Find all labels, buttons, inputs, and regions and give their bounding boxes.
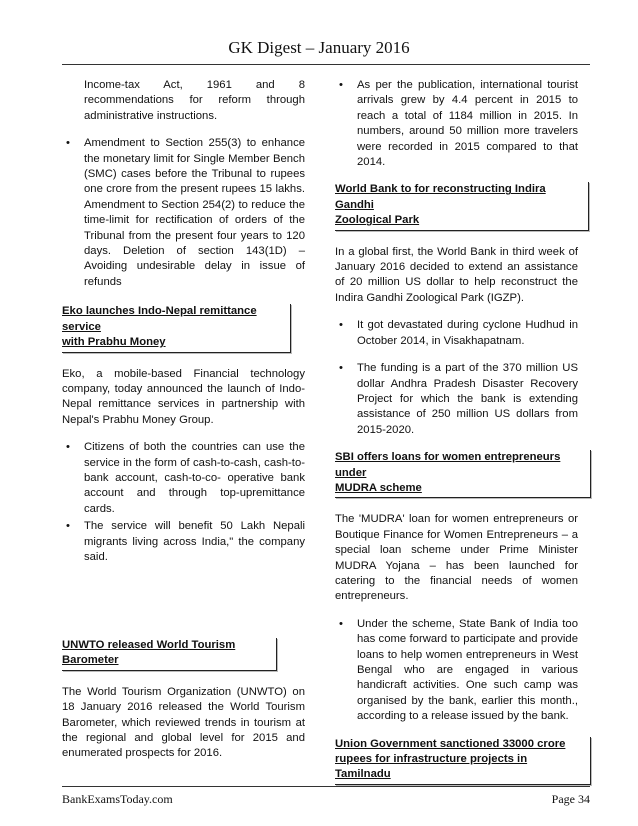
- bullet-dot-icon: •: [339, 319, 343, 332]
- footer-rule: [62, 786, 590, 787]
- section-heading-worldbank: World Bank to for reconstructing Indira Gandhi Zoological Park: [335, 182, 578, 230]
- left-column-bottom: [62, 638, 305, 762]
- list-item: • Citizens of both the countries can use the service in the form of cash-to-cash, cash-to-bank account, cash-to-co- operative bank account and through top-upremittance cards.: [66, 441, 305, 515]
- paragraph-eko: Eko, a mobile-based Financial technology company, today announced the launch of Indo-Nepal remittance services in partnership with Nepal's Prabhu Money Group.: [62, 367, 305, 426]
- bullet-dot-icon: •: [66, 441, 70, 454]
- paragraph-unwto: The World Tourism Organization (UNWTO) on 18 January 2016 released the World Tourism Barometer, which reviewed trends in tourism at the regional and global level for 2015 and enumerated prospects for 2016.: [62, 685, 305, 760]
- list-item: • Under the scheme, State Bank of India too has come forward to participate and provide loans to help women entrepreneurs in West Bengal who are engaged in various handicraft activities. One such camp was organised by the bank, earlier this month., according to a release issued by the bank.: [339, 617, 578, 723]
- section-heading-union: Union Government sanctioned 33000 crore rupees for infrastructure projects in Tamilnadu: [335, 737, 578, 785]
- bullet-dot-icon: •: [339, 617, 343, 630]
- header-rule: [62, 64, 590, 65]
- left-column: [62, 78, 305, 565]
- bullet-dot-icon: •: [66, 520, 70, 533]
- page-header-title: GK Digest – January 2016: [228, 38, 410, 57]
- paragraph-sbi: The 'MUDRA' loan for women entrepreneurs or Boutique Finance for Women Entrepreneurs – a special loan scheme under Prime Minister MUDRA Yojana – has been launched for catering to the financial needs of women entrepreneurs.: [335, 513, 578, 603]
- list-item: • It got devastated during cyclone Hudhud in October 2014, in Visakhapatnam.: [339, 319, 578, 347]
- bullet-dot-icon: •: [339, 79, 343, 91]
- intro-continuation: Income-tax Act, 1961 and 8 recommendations for reform through administrative instructions.: [84, 79, 305, 122]
- bullet-text: Amendment to Section 255(3) to enhance the monetary limit for Single Member Bench (SMC) cases before the Tribunal to rupees one crore from the present rupees 15 lakhs. Amendment to Section 254(2) to reduce the time-limit for rectification of orders of the Tribunal from the present four years to 120 days. Deletion of section 143(1D) – Avoiding undesirable delay in issue of refunds: [84, 137, 305, 288]
- list-item: [62, 136, 305, 290]
- section-heading-eko: Eko launches Indo-Nepal remittance service with Prabhu Money: [62, 304, 305, 352]
- bullet-dot-icon: •: [339, 362, 343, 375]
- footer-site: BankExamsToday.com: [62, 792, 173, 806]
- bullet-dot-icon: •: [66, 137, 70, 150]
- footer-page-number: Page 34: [551, 792, 590, 806]
- section-heading-unwto: UNWTO released World Tourism Barometer: [62, 638, 305, 671]
- paragraph-worldbank: In a global first, the World Bank in third week of January 2016 decided to extend an assistance of 20 million US dollar to help reconstruct the Indira Gandhi Zoological Park (IGZP).: [335, 245, 578, 304]
- list-item: • The funding is a part of the 370 million US dollar Andhra Pradesh Disaster Recovery Project for which the bank is extending assistance of 250 million US dollars from 2015-2020.: [339, 362, 578, 436]
- list-item: • As per the publication, international tourist arrivals grew by 4.4 percent in 2015 to reach a total of 1184 million in 2015. In numbers, around 50 million more travelers were recorded in 2015 compared to that 2014.: [339, 79, 578, 169]
- right-column: [335, 78, 578, 785]
- list-item: • The service will benefit 50 Lakh Nepali migrants living across India," the company said.: [66, 520, 305, 563]
- section-heading-sbi: SBI offers loans for women entrepreneurs under MUDRA scheme: [335, 450, 578, 498]
